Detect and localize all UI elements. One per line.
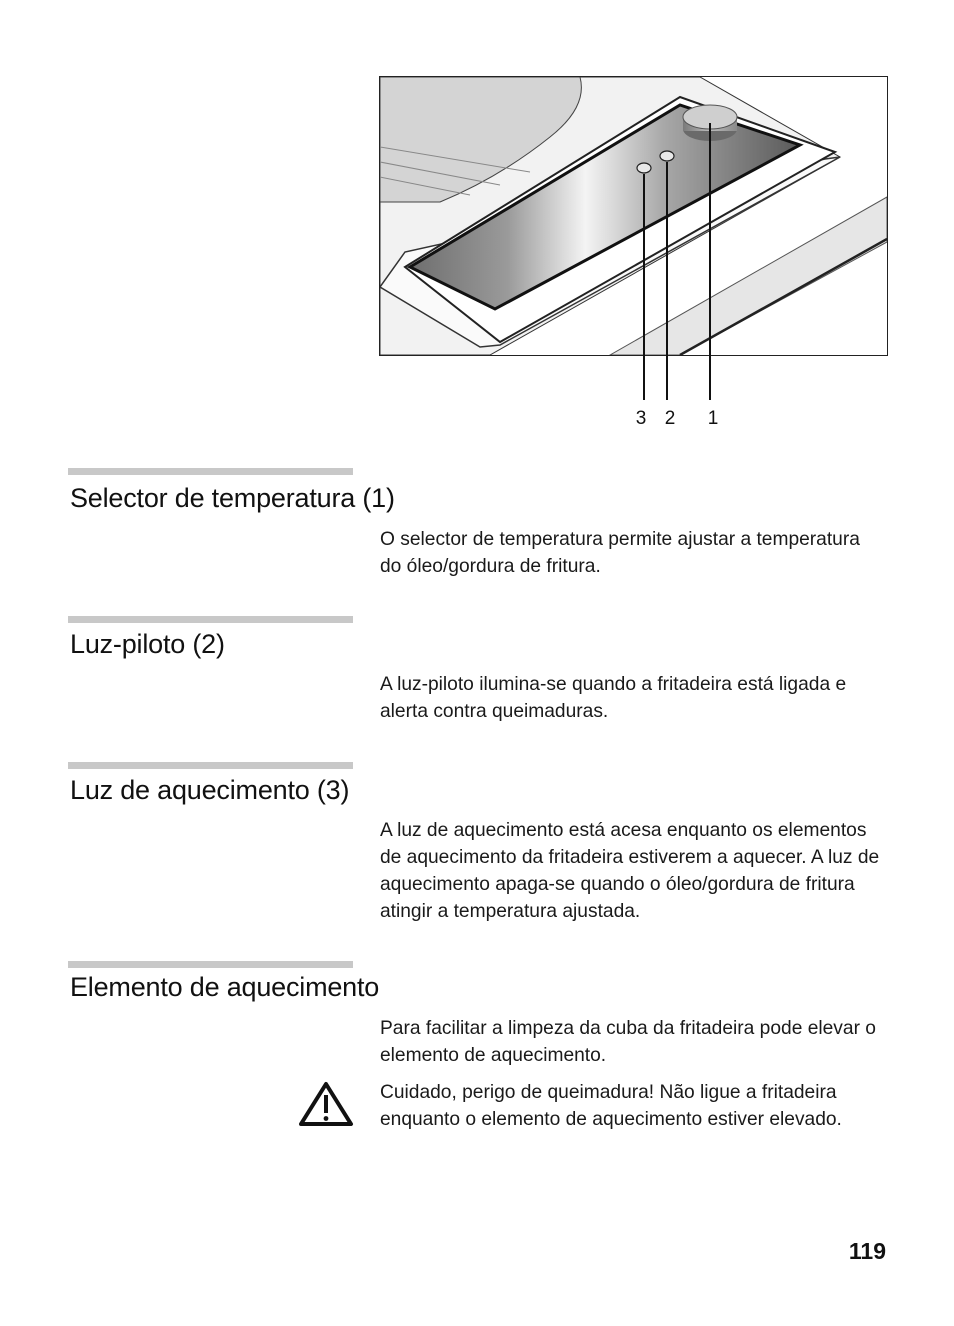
figure-callouts bbox=[379, 354, 888, 444]
section-heading-heating-light: Luz de aquecimento (3) bbox=[70, 775, 350, 805]
callout-label-3: 3 bbox=[635, 408, 647, 429]
callout-label-1: 1 bbox=[707, 408, 719, 429]
section-paragraph: Para facilitar a limpeza da cuba da fritadeira pode elevar o elemento de aquecimento. bbox=[380, 1018, 876, 1066]
section-paragraph: A luz-piloto ilumina-se quando a fritadeira está ligada e alerta contra queimaduras. bbox=[380, 674, 847, 722]
page-number: 119 bbox=[848, 1238, 886, 1264]
section-divider bbox=[68, 616, 353, 623]
callout-leader-lines bbox=[379, 354, 888, 404]
section-paragraph: O selector de temperatura permite ajustar a temperatura do óleo/gordura de fritura. bbox=[380, 529, 860, 577]
section-paragraph: A luz de aquecimento está acesa enquanto os elementos de aquecimento da fritadeira estiverem a aquecer. A luz de aquecimento apaga-se quando o óleo/gordura de fritura atingir a temperatura ajustada. bbox=[380, 820, 880, 922]
warning-text: Cuidado, perigo de queimadura! Não ligue a fritadeira enquanto o elemento de aquecimento estiver elevado. bbox=[380, 1082, 842, 1130]
section-divider bbox=[68, 468, 353, 475]
section-heading-pilot-light: Luz-piloto (2) bbox=[70, 629, 225, 659]
section-heading-heating-element: Elemento de aquecimento bbox=[70, 972, 380, 1002]
control-panel-drawing bbox=[380, 77, 887, 355]
callout-label-2: 2 bbox=[664, 408, 676, 429]
section-heading-temperature-selector: Selector de temperatura (1) bbox=[70, 483, 395, 513]
section-divider bbox=[68, 961, 353, 968]
section-divider bbox=[68, 762, 353, 769]
fryer-control-panel-illustration bbox=[379, 76, 888, 356]
warning-triangle-icon bbox=[298, 1081, 354, 1127]
